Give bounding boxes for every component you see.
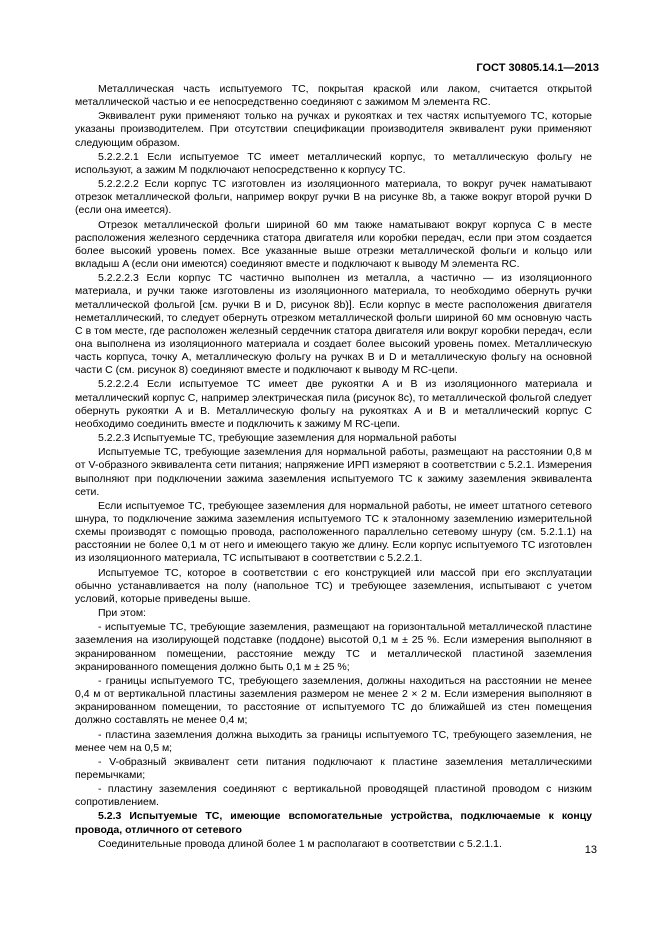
paragraph: Испытуемое ТС, которое в соответствии с его конструкцией или массой при его эксплуатации обычно устанавливается на полу (напольное ТС) и требующее заземления, испытывают с учетом условий, которые приведены выше. [75,566,592,605]
list-item: - испытуемые ТС, требующие заземления, размещают на горизонтальной металлической пластине заземления на изолирующей подставке (поддоне) высотой 0,1 м ± 25 %. Если измерения выполняют в экранированном помещении, расстояние между ТС и металлической пластиной заземления экранированного помещения должно быть 0,1 м ± 25 %; [75,621,592,673]
list-item: - пластину заземления соединяют с вертикальной проводящей пластиной проводом с низким сопротивлением. [75,783,592,809]
paragraph: Соединительные провода длиной более 1 м располагают в соответствии с 5.2.1.1. [98,837,502,850]
paragraph: 5.2.2.2.2 Если корпус ТС изготовлен из изоляционного материала, то вокруг ручек наматывают отрезок металлической фольги, например вокруг ручки B на рисунке 8b, а также вокруг второй ручки D (если она имеется). [75,178,592,217]
paragraph: Если испытуемое ТС, требующее заземления для нормальной работы, не имеет штатного сетевого шнура, то подключение зажима заземления испытуемого ТС к эталонному заземлению измерительной схемы производят с помощью провода, расположенного параллельно сетевому шнуру (см. 5.2.1.1) на расстоянии не более 0,1 м от него и имеющего такую же длину. Если корпус испытуемого ТС изготовлен из изоляционного материала, ТС испытывают в соответствии с 5.2.2.1. [75,499,592,565]
paragraph: Отрезок металлической фольги шириной 60 мм также наматывают вокруг корпуса C в месте расположения железного сердечника статора двигателя или коробки передач, если при этом создается более высокий уровень помех. Все указанные выше отрезки металлической фольги и кольцо или вкладыш A (если они имеются) соединяют вместе и подключают к выводу M элемента RC. [75,218,592,271]
list-item: - V-образный эквивалент сети питания подключают к пластине заземления металлическими перемычками; [75,755,592,781]
list-item: - пластина заземления должна выходить за границы испытуемого ТС, требующего заземления, не менее чем на 0,5 м; [75,728,592,754]
paragraph: 5.2.2.2.4 Если испытуемое ТС имеет две рукоятки A и B из изоляционного материала и металлический корпус C, например электрическая пила (рисунок 8c), то металлической фольгой следует обернуть рукоятки A и B. Металлическую фольгу на рукоятках A и B и металлический корпус C необходимо соединить вместе и подключить к зажиму M RC-цепи. [75,378,592,430]
paragraph: Эквивалент руки применяют только на ручках и рукоятках и тех частях испытуемого ТС, которые указаны производителем. При отсутствии спецификации производителя эквивалент руки применяют следующим образом. [75,110,592,149]
document-header: ГОСТ 30805.14.1—2013 [476,62,599,74]
paragraph: 5.2.2.2.1 Если испытуемое ТС имеет металлический корпус, то металлическую фольгу не используют, а зажим M подключают непосредственно к корпусу ТС. [75,150,592,176]
section-heading: 5.2.3 Испытуемые ТС, имеющие вспомогательные устройства, подключаемые к концу провода, отличного от сетевого [75,810,592,836]
body-text [75,83,592,852]
paragraph: Металлическая часть испытуемого ТС, покрытая краской или лаком, считается открытой металлической частью и ее непосредственно соединяют с зажимом М элемента RC. [75,83,592,109]
paragraph: Испытуемые ТС, требующие заземления для нормальной работы, размещают на расстоянии 0,8 м от V-образного эквивалента сети питания; напряжение ИРП измеряют в соответствии с 5.2.1. Измерения выполняют при подключении зажима заземления испытуемого ТС к зажиму заземления эквивалента сети. [75,446,592,498]
paragraph: При этом: [98,607,146,620]
paragraph: 5.2.2.2.3 Если корпус ТС частично выполнен из металла, а частично — из изоляционного материала, и ручки также изготовлены из изоляционного материала, то необходимо обернуть ручки металлической фольгой [см. ручки B и D, рисунок 8b)]. Если корпус в месте расположения двигателя неметаллический, то следует обернуть отрезком металлической фольги шириной 60 мм основную часть C в том месте, где расположен железный сердечник статора двигателя или вокруг коробки передач, если она выполнена из изоляционного материала и создает более высокий уровень помех. Металлическую часть корпуса, точку A, металлическую фольгу на ручках B и D и металлическую фольгу на основной части C (см. рисунок 8) соединяют вместе и подключают к выводу M RC-цепи. [75,272,592,377]
list-item: - границы испытуемого ТС, требующего заземления, должны находиться на расстоянии не менее 0,4 м от вертикальной пластины заземления размером не менее 2 × 2 м. Если измерения выполняют в экранированном помещении, то расстояние от испытуемого ТС до ближайшей из стен помещения должно составлять не менее 0,4 м; [75,674,592,727]
page-number: 13 [584,844,597,856]
section-heading: 5.2.2.3 Испытуемые ТС, требующие заземления для нормальной работы [98,432,457,445]
